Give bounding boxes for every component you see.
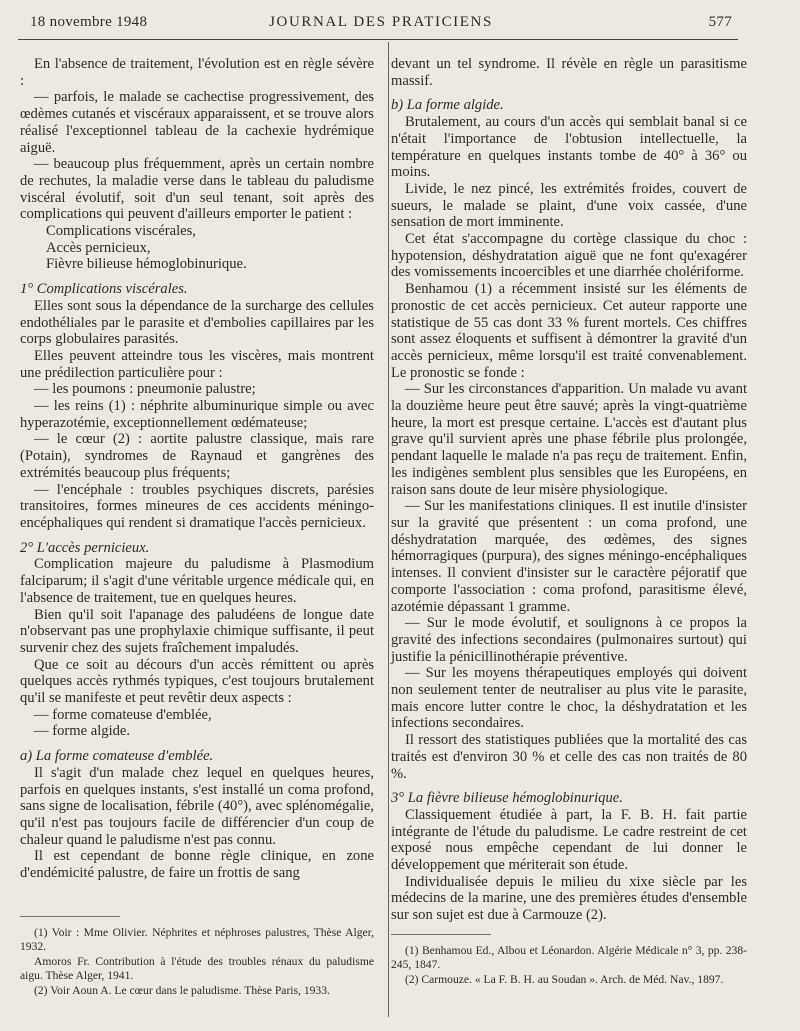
footnote: (1) Voir : Mme Olivier. Néphrites et néphroses palustres, Thèse Alger, 1932.	[20, 926, 374, 954]
section-heading: b) La forme algide.	[391, 97, 504, 114]
right-footnotes	[391, 944, 747, 987]
list-item: Accès pernicieux,	[46, 239, 151, 256]
paragraph: Il s'agit d'un malade chez lequel en quelques heures, parfois en quelques instants, s'est installé un coma profond, sans signe de localisation, fébrile (40°), avec splénomégalie, qu'il n'est pas toujours facile de différencier d'un coup de chaleur quand le paludisme n'est pas connu.	[20, 764, 374, 848]
paragraph: — les reins (1) : néphrite albuminurique simple ou avec hyperazotémie, exceptionnellement œdémateuse;	[20, 398, 374, 431]
paragraph: — beaucoup plus fréquemment, après un certain nombre de rechutes, la maladie verse dans le tableau du paludisme viscéral évolutif, soit d'un seul tenant, soit après des complications qui peuvent d'ailleurs emporter le patient :	[20, 156, 374, 223]
paragraph: — l'encéphale : troubles psychiques discrets, parésies transitoires, formes mineures de ces accidents méningo-encéphaliques qui rendent si dramatique l'accès pernicieux.	[20, 481, 374, 531]
section-heading: a) La forme comateuse d'emblée.	[20, 748, 214, 765]
paragraph: En l'absence de traitement, l'évolution est en règle sévère :	[20, 56, 374, 89]
paragraph: — forme comateuse d'emblée,	[34, 706, 212, 723]
page-number: 577	[708, 14, 732, 30]
section-heading: 2° L'accès pernicieux.	[20, 539, 150, 556]
paragraph: Elles sont sous la dépendance de la surcharge des cellules endothéliales par le parasite et d'embolies capillaires par les corps globulaires parasités.	[20, 297, 374, 348]
header-date: 18 novembre 1948	[30, 14, 148, 30]
journal-title: JOURNAL DES PRATICIENS	[269, 14, 493, 30]
paragraph: devant un tel syndrome. Il révèle en règle un parasitisme massif.	[391, 56, 747, 89]
list-item: Fièvre bilieuse hémoglobinurique.	[46, 256, 247, 273]
column-divider	[388, 42, 389, 1017]
paragraph: — Sur les manifestations cliniques. Il est inutile d'insister sur la gravité que présentent : un coma profond, une déshydratation marquée, des œdèmes, des signes hémorragiques (purpura), des signes méningo-encéphaliques intenses. Il convient d'insister sur le caractère péjoratif que comporte l'association : coma profond, parasitisme élevé, azotémie dépassant 1 gramme.	[391, 498, 747, 615]
paragraph: Individualisée depuis le milieu du xixe siècle par les médecins de la marine, une des premières études d'ensemble sur son sujet est due à Carmouze (2).	[391, 873, 747, 924]
paragraph: — parfois, le malade se cachectise progressivement, des œdèmes cutanés et viscéraux apparaissent, et se trouve alors réalisé l'exceptionnel tableau de la cachexie hydrémique aiguë.	[20, 89, 374, 156]
paragraph: — les poumons : pneumonie palustre;	[34, 381, 256, 398]
paragraph: Que ce soit au décours d'un accès rémittent ou après quelques accès rythmés typiques, c'est toujours brutalement qu'il se manifeste et peut revêtir deux aspects :	[20, 656, 374, 707]
paragraph: Elles peuvent atteindre tous les viscères, mais montrent une prédilection particulière pour :	[20, 347, 374, 381]
paragraph: Brutalement, au cours d'un accès qui semblait banal si ce n'était l'importance de l'obtusion intellectuelle, la température en quelques instants tombe de 40° à 36° ou moins.	[391, 114, 747, 181]
footnote-rule	[391, 934, 491, 935]
paragraph: — Sur les moyens thérapeutiques employés qui doivent non seulement tenter de neutraliser au plus vite le parasite, mais encore lutter contre le choc, la déshydratation et les infections secondaires.	[391, 665, 747, 732]
paragraph: Cet état s'accompagne du cortège classique du choc : hypotension, déshydratation aiguë que ne font qu'exagérer des vomissements incoercibles et une diarrhée cholériforme.	[391, 231, 747, 281]
paragraph: Benhamou (1) a récemment insisté sur les éléments de pronostic de cet accès pernicieux. Cet auteur rapporte une statistique de 55 cas dont 33 % furent mortels. Ces chiffres sont assez éloquents et suffisent à démontrer la gravité d'un accès pernicieux, même lorsqu'il est traité convenablement. Le pronostic se fonde :	[391, 281, 747, 381]
footnote: (1) Benhamou Ed., Albou et Léonardon. Algérie Médicale n° 3, pp. 238-245, 1847.	[391, 944, 747, 972]
footnote: Amoros Fr. Contribution à l'étude des troubles rénaux du paludisme aigu. Thèse Alger, 1941.	[20, 954, 374, 983]
left-footnotes	[20, 926, 374, 998]
paragraph: — le cœur (2) : aortite palustre classique, mais rare (Potain), syndromes de Raynaud et gangrènes des extrémités beaucoup plus fréquents;	[20, 431, 374, 481]
right-column	[391, 56, 747, 924]
footnote: (2) Voir Aoun A. Le cœur dans le paludisme. Thèse Paris, 1933.	[34, 983, 330, 997]
left-column	[20, 56, 374, 882]
paragraph: Il est cependant de bonne règle clinique, en zone d'endémicité palustre, de faire un frottis de sang	[20, 848, 374, 882]
section-heading: 1° Complications viscérales.	[20, 281, 188, 298]
running-header	[30, 14, 732, 36]
footnote-rule	[20, 916, 120, 917]
paragraph: — Sur les circonstances d'apparition. Un malade vu avant la douzième heure peut être sauvé; après la vingt-quatrième heure, la mort est presque certaine. L'accès est d'autant plus grave qu'il survient après une phase fébrile plus prolongée, pendant laquelle le malade n'a pas reçu de traitement. Enfin, les indigènes semblent plus sensibles que les Européens, en raison sans doute de leur misère physiologique.	[391, 381, 747, 498]
header-rule	[18, 39, 738, 40]
footnote: (2) Carmouze. « La F. B. H. au Soudan ». Arch. de Méd. Nav., 1897.	[405, 972, 724, 986]
section-heading: 3° La fièvre bilieuse hémoglobinurique.	[391, 790, 623, 807]
paragraph: Complication majeure du paludisme à Plasmodium falciparum; il s'agit d'une véritable urgence médicale qui, en l'absence de traitement, tue en quelques heures.	[20, 556, 374, 606]
list-item: Complications viscérales,	[46, 223, 196, 240]
paragraph: Livide, le nez pincé, les extrémités froides, couvert de sueurs, le malade se plaint, d'une voix cassée, d'une sensation de mort imminente.	[391, 180, 747, 231]
paragraph: — forme algide.	[34, 723, 131, 740]
paragraph: Classiquement étudiée à part, la F. B. H. fait partie intégrante de l'étude du paludisme. Le cadre restreint de cet exposé nous empêche cependant de lui donner le développement que mériterait son étude.	[391, 806, 747, 874]
paragraph: Bien qu'il soit l'apanage des paludéens de longue date n'observant pas une prophylaxie chimique suffisante, il peut survenir chez des sujets fraîchement impaludés.	[20, 606, 374, 656]
paragraph: — Sur le mode évolutif, et soulignons à ce propos la gravité des infections secondaires (pulmonaires surtout) qui justifie la pénicillinothérapie préventive.	[391, 615, 747, 665]
paragraph: Il ressort des statistiques publiées que la mortalité des cas traités est d'environ 30 % et celle des cas non traités de 80 %.	[391, 732, 747, 782]
